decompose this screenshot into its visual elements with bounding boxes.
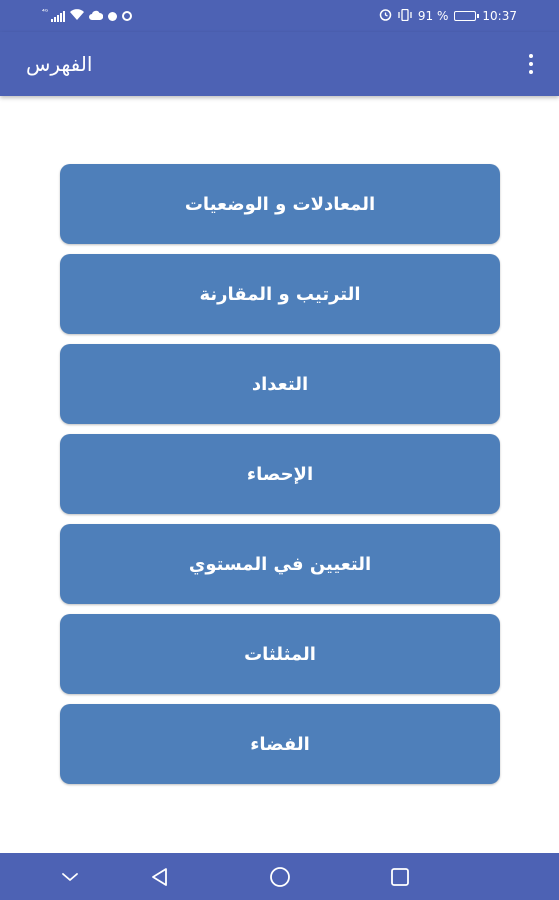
page-title: الفهرس xyxy=(26,52,93,76)
cloud-icon xyxy=(89,9,103,23)
clock: 10:37 xyxy=(482,9,517,23)
more-vert-icon[interactable] xyxy=(521,50,541,78)
battery-icon xyxy=(454,11,476,21)
status-icons-left xyxy=(42,9,132,23)
signal-icon xyxy=(51,11,65,22)
chevron-down-icon[interactable] xyxy=(58,865,82,889)
app-bar xyxy=(0,32,559,96)
menu-button-triangles[interactable]: المثلثات xyxy=(60,614,500,694)
index-menu xyxy=(60,164,500,784)
recents-icon[interactable] xyxy=(388,865,412,889)
back-icon[interactable] xyxy=(148,865,172,889)
wifi-icon xyxy=(70,9,84,23)
menu-button-statistics[interactable]: الإحصاء xyxy=(60,434,500,514)
status-icons-right xyxy=(379,8,517,24)
notification-icon xyxy=(122,11,132,21)
navigation-bar xyxy=(0,853,559,900)
menu-button-space[interactable]: الفضاء xyxy=(60,704,500,784)
vibrate-icon xyxy=(398,9,412,24)
notification-icon xyxy=(108,12,117,21)
menu-button-counting[interactable]: التعداد xyxy=(60,344,500,424)
status-bar xyxy=(0,0,559,32)
menu-button-ordering[interactable]: الترتيب و المقارنة xyxy=(60,254,500,334)
menu-button-equations[interactable]: المعادلات و الوضعيات xyxy=(60,164,500,244)
home-icon[interactable] xyxy=(268,865,292,889)
alarm-icon xyxy=(379,8,392,24)
battery-percent: 91 % xyxy=(417,9,449,23)
signal-indicator-icon: ⁴ᴳ xyxy=(42,8,49,16)
menu-button-plane-coordinates[interactable]: التعيين في المستوي xyxy=(60,524,500,604)
